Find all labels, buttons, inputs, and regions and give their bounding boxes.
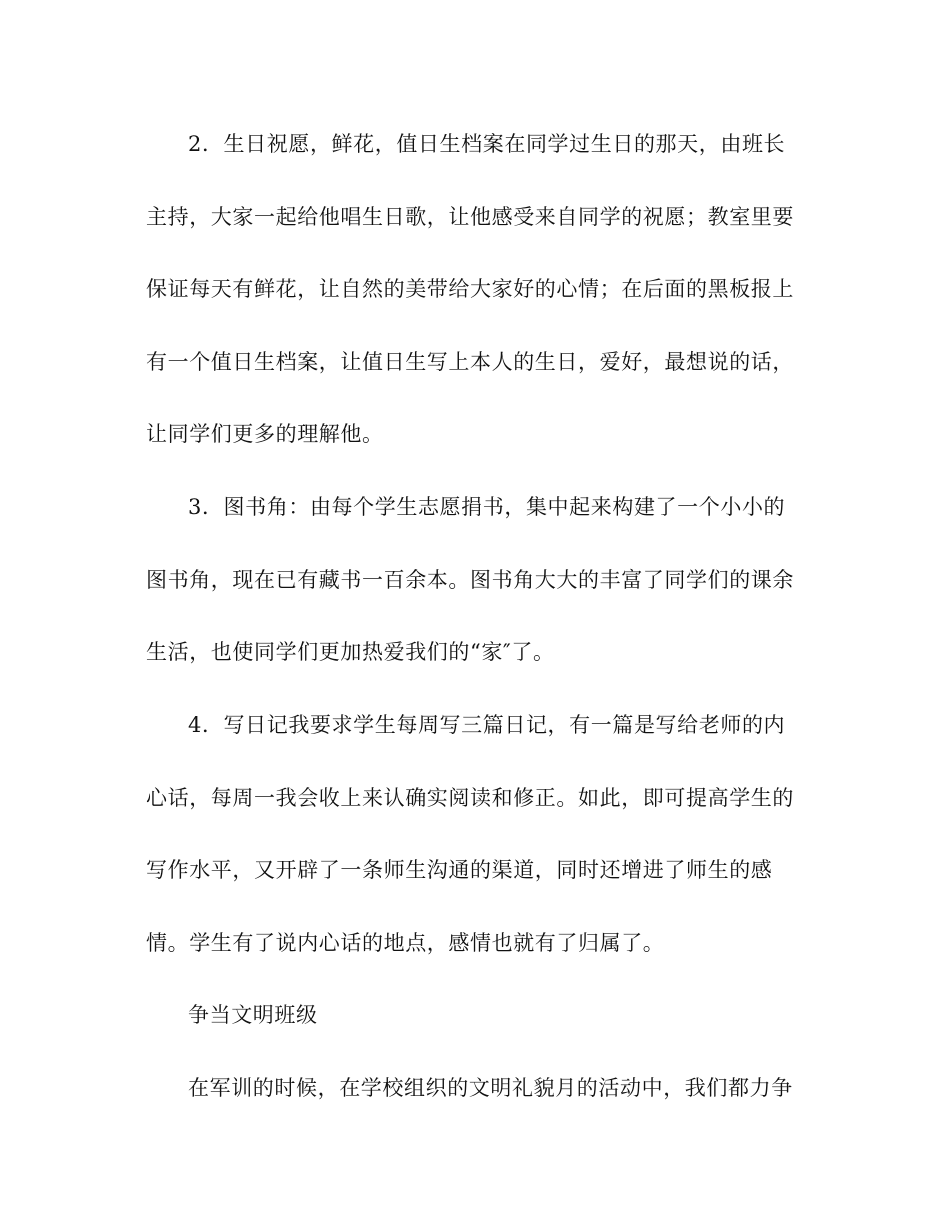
paragraph-4-line-1: 4．写日记我要求学生每周写三篇日记，有一篇是写给老师的内	[188, 713, 786, 737]
paragraph-4-line-2: 心话，每周一我会收上来认确实阅读和修正。如此，即可提高学生的	[146, 786, 794, 810]
paragraph-4-line-3: 写作水平，又开辟了一条师生沟通的渠道，同时还增进了师生的感	[146, 858, 773, 882]
paragraph-2-line-2: 主持，大家一起给他唱生日歌，让他感受来自同学的祝愿；教室里要	[146, 205, 794, 229]
paragraph-4-line-4: 情。学生有了说内心话的地点，感情也就有了归属了。	[146, 931, 665, 955]
paragraph-3-line-3: 生活，也使同学们更加热爱我们的“家″了。	[146, 640, 555, 664]
paragraph-2-line-1: 2．生日祝愿，鲜花，值日生档案在同学过生日的那天，由班长	[188, 132, 786, 156]
paragraph-2-line-5: 让同学们更多的理解他。	[146, 422, 384, 446]
paragraph-3-line-1: 3．图书角：由每个学生志愿捐书，集中起来构建了一个小小的	[188, 495, 786, 519]
paragraph-2-line-3: 保证每天有鲜花，让自然的美带给大家好的心情；在后面的黑板报上	[146, 277, 794, 301]
paragraph-3-line-2: 图书角，现在已有藏书一百余本。图书角大大的丰富了同学们的课余	[146, 568, 794, 592]
paragraph-2-line-4: 有一个值日生档案，让值日生写上本人的生日，爱好，最想说的话，	[146, 350, 794, 374]
section-heading: 争当文明班级	[188, 1003, 318, 1027]
paragraph-5-line-1: 在军训的时候，在学校组织的文明礼貌月的活动中，我们都力争	[188, 1076, 793, 1100]
